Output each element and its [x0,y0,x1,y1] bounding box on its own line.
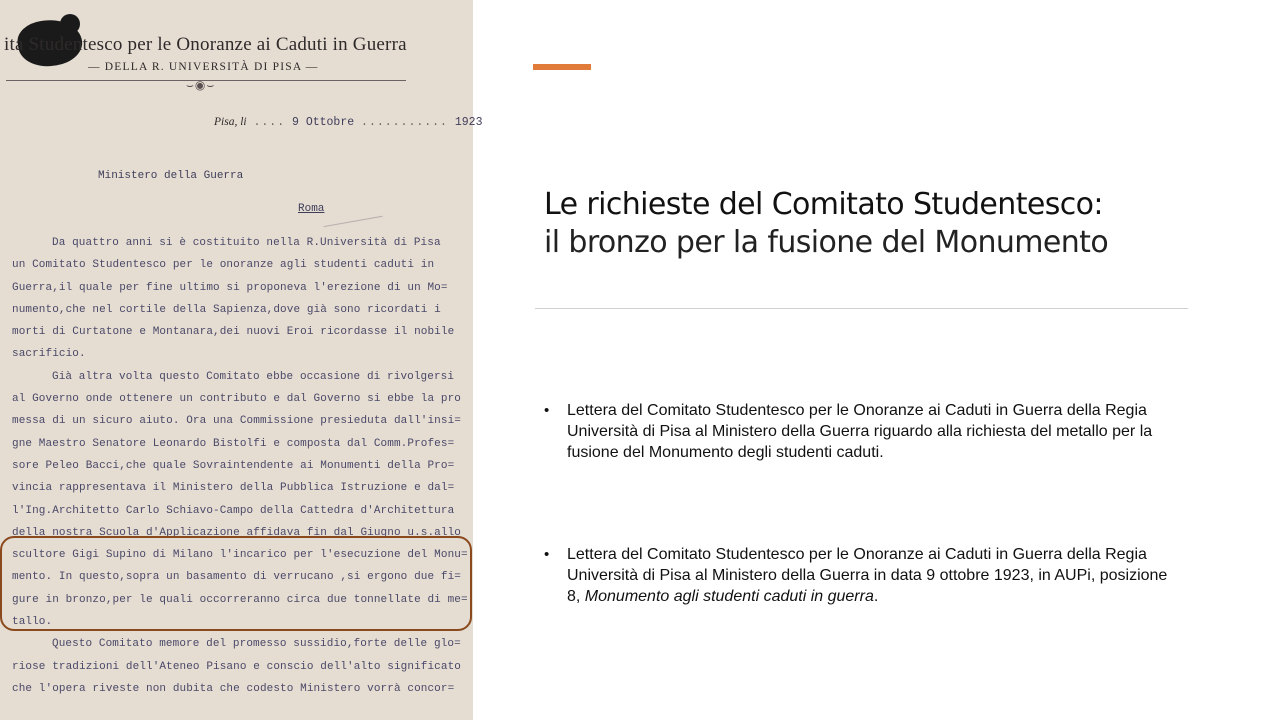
letter-line: mento. In questo,sopra un basamento di verrucano ,si ergono due fi= [12,571,461,584]
letter-line: un Comitato Studentesco per le onoranze agli studenti caduti in [12,259,435,272]
slide-title-line1: Le richieste del Comitato Studentesco: [544,187,1103,222]
slide-title [544,186,1244,262]
letter-line: gne Maestro Senatore Leonardo Bistolfi e composta dal Comm.Profes= [12,437,455,450]
letter-line: numento,che nel cortile della Sapienza,dove già sono ricordati i [12,303,441,316]
letter-line: l'Ing.Architetto Carlo Schiavo-Campo della Cattedra d'Architettura [12,504,455,517]
letter-line: sore Peleo Bacci,che quale Sovraintendente ai Monumenti della Pro= [12,459,455,472]
letter-line: che l'opera riveste non dubita che codesto Ministero vorrà concor= [12,682,455,695]
letter-line: messa di un sicuro aiuto. Ora una Commissione presieduta dall'insi= [12,415,461,428]
place-label: Pisa, li [214,116,247,128]
letter-line: gure in bronzo,per le quali occorreranno circa due tonnellate di me= [12,593,468,606]
letter-line: Questo Comitato memore del promesso sussidio,forte delle glo= [52,638,461,651]
letter-line: della nostra Scuola d'Applicazione affidava fin dal Giugno u.s.allo [12,526,461,539]
slide-title-line2: il bronzo per la fusione del Monumento [544,225,1109,260]
date-month: Ottobre [305,116,355,129]
letter-line: Guerra,il quale per fine ultimo si proponeva l'erezione di un Mo= [12,281,448,294]
date-year: 1923 [454,116,483,129]
date-day: 9 [292,116,299,129]
bullet-text: Lettera del Comitato Studentesco per le Onoranze ai Caduti in Guerra della Regia Università di Pisa al Ministero della Guerra in data 9 ottobre 1923, in AUPi, posizione 8, [567,546,1168,605]
letter-line: scultore Gigi Supino di Milano l'incarico per l'esecuzione del Monu= [12,549,468,562]
accent-bar [533,64,591,70]
bullet-text: Lettera del Comitato Studentesco per le Onoranze ai Caduti in Guerra della Regia Università di Pisa al Ministero della Guerra riguardo alla richiesta del metallo per la fusione del Monumento degli studenti caduti. [567,402,1153,461]
bullet-item [544,544,1184,607]
ornament-icon: ⌣◉⌣ [186,78,216,92]
highlight-box [0,536,472,631]
bullet-list [544,400,1184,607]
handwritten-annotation [321,202,383,227]
letter-city: Roma [298,203,325,215]
bullet-end: . [873,588,879,605]
letter-line: vincia rappresentava il Ministero della Pubblica Istruzione e dal= [12,482,455,495]
letter-line: tallo. [12,616,53,629]
letterhead-subtitle: — DELLA R. UNIVERSITÀ DI PISA — [88,61,319,73]
letter-line: Già altra volta questo Comitato ebbe occasione di rivolgersi [52,370,455,383]
bullet-italic-title: Monumento agli studenti caduti in guerra [584,588,874,605]
letterhead-title: ita Studentesco per le Onoranze ai Caduti in Guerra [4,34,407,55]
letter-line: sacrificio. [12,348,86,361]
title-divider [535,308,1188,309]
letter-line: Da quattro anni si è costituito nella R.Università di Pisa [52,237,441,249]
letter-line: morti di Curtatone e Montanara,dei nuovi Eroi ricordasse il nobile [12,326,455,339]
scanned-letter-image [0,0,483,720]
letter-line: riose tradizioni dell'Ateneo Pisano e conscio dell'alto significato [12,660,461,673]
letter-recipient: Ministero della Guerra [98,170,244,182]
letter-line: al Governo onde ottenere un contributo e dal Governo si ebbe la pro [12,393,461,406]
letter-dateline: Pisa, li .... 9 Ottobre ........... 1923 [214,116,483,129]
ink-stain [60,14,80,34]
bullet-item [544,400,1184,463]
